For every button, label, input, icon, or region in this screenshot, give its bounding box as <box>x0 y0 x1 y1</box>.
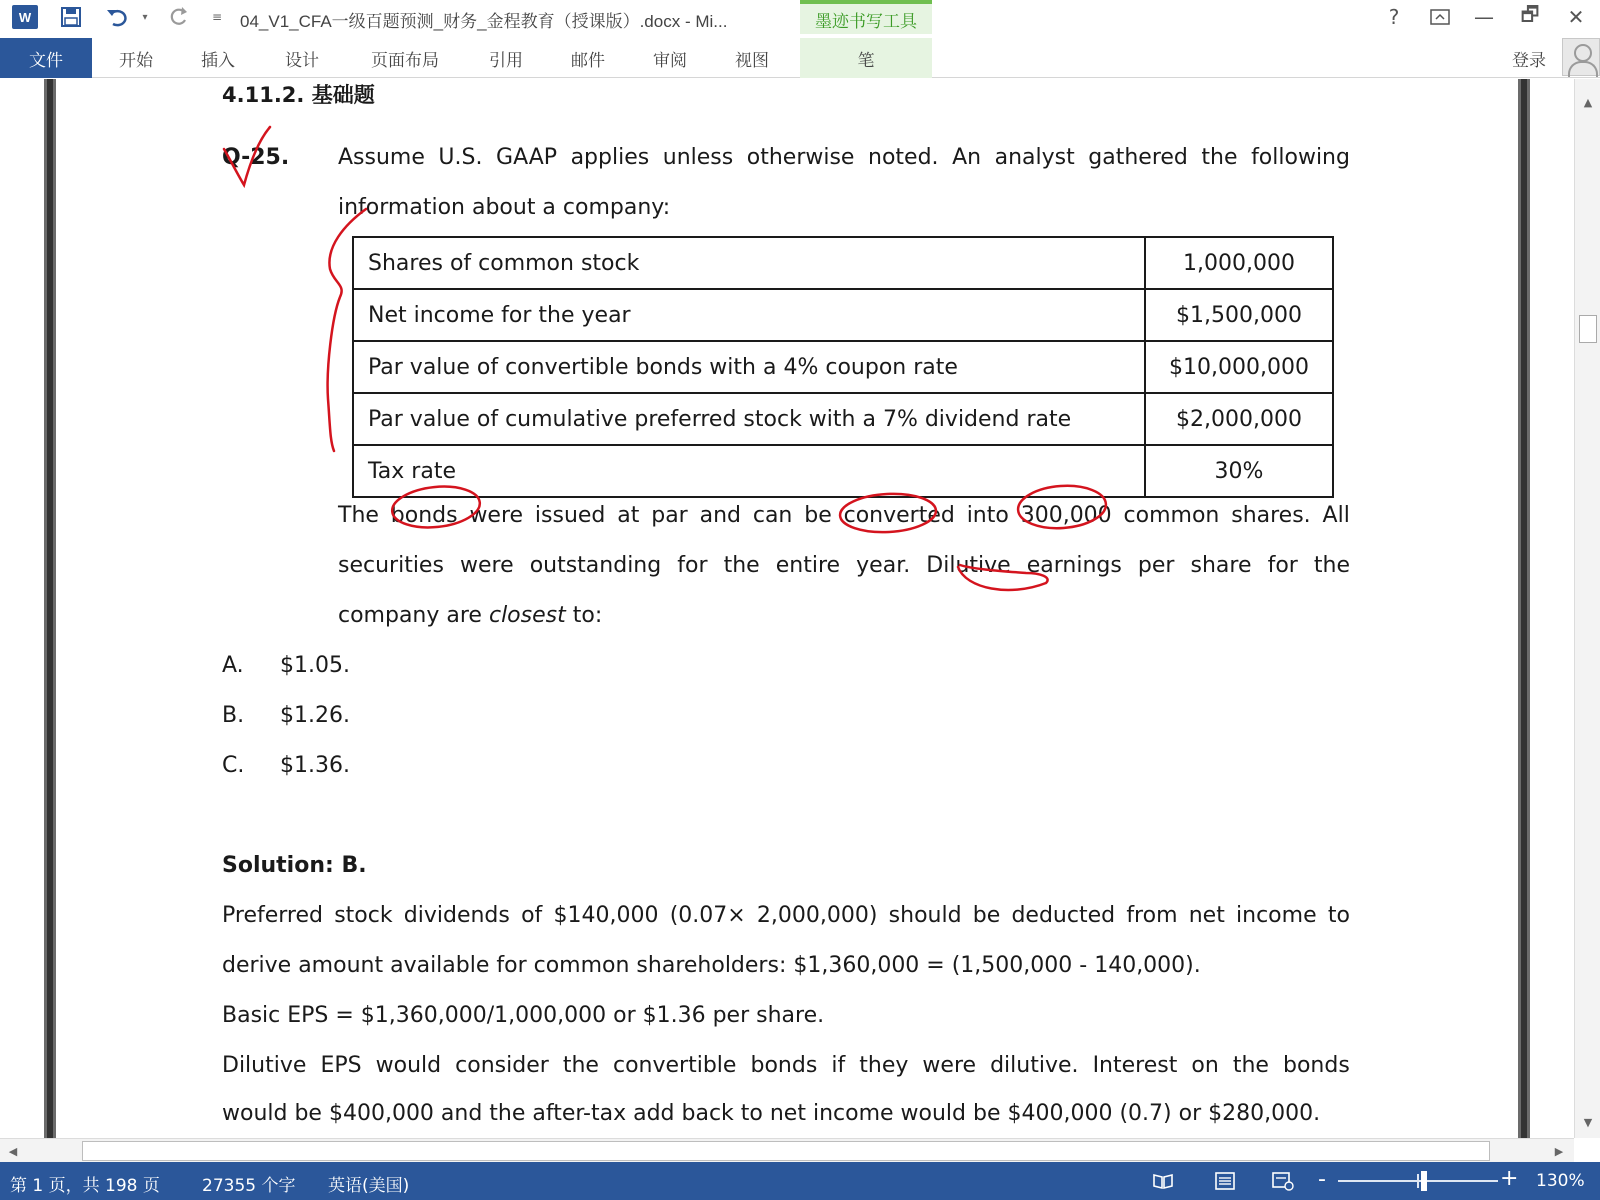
avatar[interactable] <box>1562 38 1600 76</box>
question-after-line-2-word: for <box>677 553 708 578</box>
solution-line-1-word: to <box>1327 903 1350 928</box>
vertical-scroll-thumb[interactable] <box>1579 315 1597 343</box>
question-line-1-word: gathered <box>1088 145 1188 170</box>
solution-line-3: Basic EPS = $1,360,000/1,000,000 or $1.36 per share. <box>222 1003 825 1028</box>
question-after-line-3-suffix: to: <box>565 603 603 628</box>
question-after-line-2-word: earnings <box>1026 553 1122 578</box>
ink-tools-contextual-tab: 墨迹书写工具 <box>800 0 932 34</box>
question-line-1-word: Assume <box>338 145 425 170</box>
solution-line-4-word: convertible <box>613 1053 737 1078</box>
solution-line-4-word: were <box>922 1053 977 1078</box>
question-after-line-2-word: per <box>1137 553 1175 578</box>
question-after-line-1-word: issued <box>534 503 606 528</box>
question-after-line-1-word: common <box>1123 503 1220 528</box>
customize-quick-access-icon[interactable]: ≡ <box>211 10 223 24</box>
login-link[interactable]: 登录 <box>1512 51 1546 71</box>
table-cell-label: Par value of convertible bonds with a 4% coupon rate <box>353 341 1145 393</box>
option-c-letter: C. <box>222 753 245 778</box>
solution-line-1-word: net <box>1188 903 1225 928</box>
question-line-1-word: U.S. <box>438 145 483 170</box>
option-b-value: $1.26. <box>280 703 350 728</box>
question-after-line-1-word: 300,000 <box>1020 503 1112 528</box>
solution-line-4 <box>222 1053 1350 1078</box>
question-after-line-2-word: outstanding <box>529 553 662 578</box>
question-after-line-2-word: were <box>460 553 514 578</box>
undo-dropdown-icon[interactable]: ▾ <box>142 11 148 23</box>
table-cell-value: 30% <box>1145 445 1333 497</box>
tab-references[interactable]: 引用 <box>489 50 523 71</box>
company-info-table <box>352 236 1334 498</box>
table-cell-label: Par value of cumulative preferred stock with a 7% dividend rate <box>353 393 1145 445</box>
solution-line-4-word: if <box>831 1053 846 1078</box>
title-bar <box>0 0 1600 34</box>
question-after-line-3 <box>338 603 602 628</box>
language-indicator[interactable]: 英语(美国) <box>328 1176 410 1196</box>
undo-icon[interactable] <box>104 4 130 30</box>
question-line-1 <box>338 145 1350 170</box>
section-heading: 4.11.2. 基础题 <box>222 83 375 107</box>
restore-button[interactable]: 🗗 <box>1520 2 1540 26</box>
table-cell-value: $10,000,000 <box>1145 341 1333 393</box>
print-layout-icon[interactable] <box>1212 1168 1238 1194</box>
tab-file[interactable]: 文件 <box>0 38 92 78</box>
solution-line-4-word: Dilutive <box>222 1053 307 1078</box>
solution-line-1-word: $140,000 <box>553 903 659 928</box>
question-after-line-2 <box>338 553 1350 578</box>
question-after-line-2-word: entire <box>775 553 841 578</box>
word-count[interactable]: 27355 个字 <box>202 1176 296 1196</box>
solution-line-1-word: deducted <box>1011 903 1116 928</box>
solution-line-4-word: would <box>375 1053 442 1078</box>
table-row <box>353 445 1333 497</box>
ribbon-tabs <box>0 38 1600 78</box>
scroll-down-icon[interactable]: ▼ <box>1583 1115 1593 1129</box>
question-after-line-2-word: the <box>723 553 760 578</box>
question-line-1-word: applies <box>570 145 650 170</box>
solution-line-4-word: on <box>1191 1053 1219 1078</box>
question-after-line-1-word: The <box>338 503 379 528</box>
question-after-line-1-word: par <box>651 503 688 528</box>
solution-line-4-word: consider <box>455 1053 549 1078</box>
table-row <box>353 393 1333 445</box>
zoom-slider-thumb[interactable] <box>1421 1171 1427 1191</box>
table-cell-value: $2,000,000 <box>1145 393 1333 445</box>
solution-line-4-word: dilutive. <box>990 1053 1079 1078</box>
question-after-line-2-word: Dilutive <box>926 553 1011 578</box>
solution-line-4-word: Interest <box>1092 1053 1178 1078</box>
ribbon-display-options-icon[interactable] <box>1426 4 1454 30</box>
horizontal-scroll-thumb[interactable] <box>82 1141 1490 1161</box>
option-a-value: $1.05. <box>280 653 350 678</box>
question-after-line-1-word: converted <box>843 503 955 528</box>
question-after-line-1-word: were <box>469 503 524 528</box>
question-line-2: information about a company: <box>338 195 671 220</box>
close-button[interactable]: ✕ <box>1567 5 1585 29</box>
table-cell-label: Shares of common stock <box>353 237 1145 289</box>
question-after-line-1-word: bonds <box>390 503 458 528</box>
tab-review[interactable]: 审阅 <box>653 50 687 71</box>
redo-icon[interactable] <box>166 4 192 30</box>
page-count[interactable]: 第 1 页，共 198 页 <box>10 1176 160 1196</box>
question-after-line-1-word: All <box>1322 503 1350 528</box>
question-after-line-2-word: year. <box>856 553 911 578</box>
page-edge-left <box>44 79 56 1138</box>
status-bar <box>0 1162 1600 1200</box>
question-after-line-3-prefix: company are <box>338 603 489 628</box>
option-c-value: $1.36. <box>280 753 350 778</box>
scroll-right-icon[interactable]: ▶ <box>1554 1144 1564 1158</box>
question-after-line-1-word: at <box>617 503 640 528</box>
option-a-letter: A. <box>222 653 244 678</box>
solution-line-4-word: the <box>562 1053 599 1078</box>
solution-line-1 <box>222 903 1350 928</box>
tab-view[interactable]: 视图 <box>735 50 769 71</box>
minimize-button[interactable]: — <box>1474 5 1494 29</box>
question-line-1-word: GAAP <box>496 145 558 170</box>
table-cell-value: 1,000,000 <box>1145 237 1333 289</box>
solution-line-1-word: be <box>972 903 1001 928</box>
zoom-slider-center-mark <box>1417 1174 1419 1188</box>
question-line-1-word: following <box>1251 145 1350 170</box>
solution-line-4-word: they <box>859 1053 909 1078</box>
solution-line-4-word: the <box>1232 1053 1269 1078</box>
question-after-line-1 <box>338 503 1350 528</box>
question-after-line-2-word: the <box>1313 553 1350 578</box>
solution-line-4-word: bonds <box>750 1053 818 1078</box>
solution-line-1-word: (0.07× <box>669 903 746 928</box>
word-app-icon[interactable]: W <box>12 5 38 29</box>
solution-line-1-word: should <box>888 903 962 928</box>
tab-page-layout[interactable]: 页面布局 <box>371 50 439 71</box>
solution-title: Solution: B. <box>222 853 367 878</box>
read-mode-icon[interactable] <box>1150 1168 1176 1194</box>
document-title: 04_V1_CFA一级百题预测_财务_金程教育（授课版）.docx - Mi... <box>240 12 728 31</box>
solution-line-1-word: income <box>1236 903 1317 928</box>
question-after-line-1-word: shares. <box>1231 503 1311 528</box>
question-line-1-word: otherwise <box>746 145 855 170</box>
question-line-1-word: noted. <box>868 145 939 170</box>
vertical-scrollbar[interactable] <box>1574 79 1600 1138</box>
zoom-in-button[interactable]: + <box>1500 1166 1519 1191</box>
scroll-left-icon[interactable]: ◀ <box>8 1144 18 1158</box>
table-row <box>353 289 1333 341</box>
question-after-line-1-word: be <box>804 503 832 528</box>
question-after-line-1-word: and <box>699 503 741 528</box>
question-after-line-2-word: for <box>1267 553 1298 578</box>
table-cell-value: $1,500,000 <box>1145 289 1333 341</box>
table-row <box>353 237 1333 289</box>
solution-line-1-word: stock <box>334 903 393 928</box>
question-after-line-2-word: share <box>1190 553 1252 578</box>
question-line-1-word: analyst <box>994 145 1075 170</box>
table-row <box>353 341 1333 393</box>
zoom-out-button[interactable]: - <box>1318 1167 1326 1192</box>
save-icon[interactable] <box>58 4 84 30</box>
question-line-1-word: An <box>952 145 982 170</box>
zoom-level[interactable]: 130% <box>1536 1171 1585 1191</box>
help-button[interactable]: ? <box>1388 5 1400 29</box>
emphasis-closest: closest <box>488 603 566 628</box>
question-line-1-word: the <box>1201 145 1238 170</box>
question-label: Q-25. <box>222 145 290 170</box>
solution-line-1-word: Preferred <box>222 903 323 928</box>
horizontal-scrollbar[interactable] <box>0 1138 1574 1162</box>
page-edge-right <box>1518 79 1530 1138</box>
question-after-line-1-word: can <box>752 503 793 528</box>
solution-line-2: derive amount available for common shareholders: $1,360,000 = (1,500,000 - 140,000). <box>222 953 1201 978</box>
question-after-line-2-word: securities <box>338 553 444 578</box>
tab-mailings[interactable]: 邮件 <box>571 50 605 71</box>
solution-line-1-word: of <box>521 903 543 928</box>
question-after-line-1-word: into <box>966 503 1009 528</box>
solution-line-4-word: bonds <box>1283 1053 1350 1078</box>
solution-line-4-word: EPS <box>320 1053 362 1078</box>
question-line-1-word: unless <box>662 145 734 170</box>
solution-line-1-word: 2,000,000) <box>756 903 878 928</box>
web-layout-icon[interactable] <box>1270 1168 1296 1194</box>
scroll-up-icon[interactable]: ▲ <box>1583 95 1593 109</box>
table-cell-label: Tax rate <box>353 445 1145 497</box>
tab-home[interactable]: 开始 <box>119 50 153 71</box>
tab-pen[interactable]: 笔 <box>800 38 932 78</box>
tab-design[interactable]: 设计 <box>285 50 319 71</box>
table-cell-label: Net income for the year <box>353 289 1145 341</box>
solution-line-5: would be $400,000 and the after-tax add back to net income would be $400,000 (0.7) or $280,000. <box>222 1101 1321 1126</box>
tab-insert[interactable]: 插入 <box>201 50 235 71</box>
solution-line-1-word: dividends <box>403 903 510 928</box>
option-b-letter: B. <box>222 703 245 728</box>
document-canvas[interactable] <box>0 79 1574 1138</box>
solution-line-1-word: from <box>1126 903 1178 928</box>
